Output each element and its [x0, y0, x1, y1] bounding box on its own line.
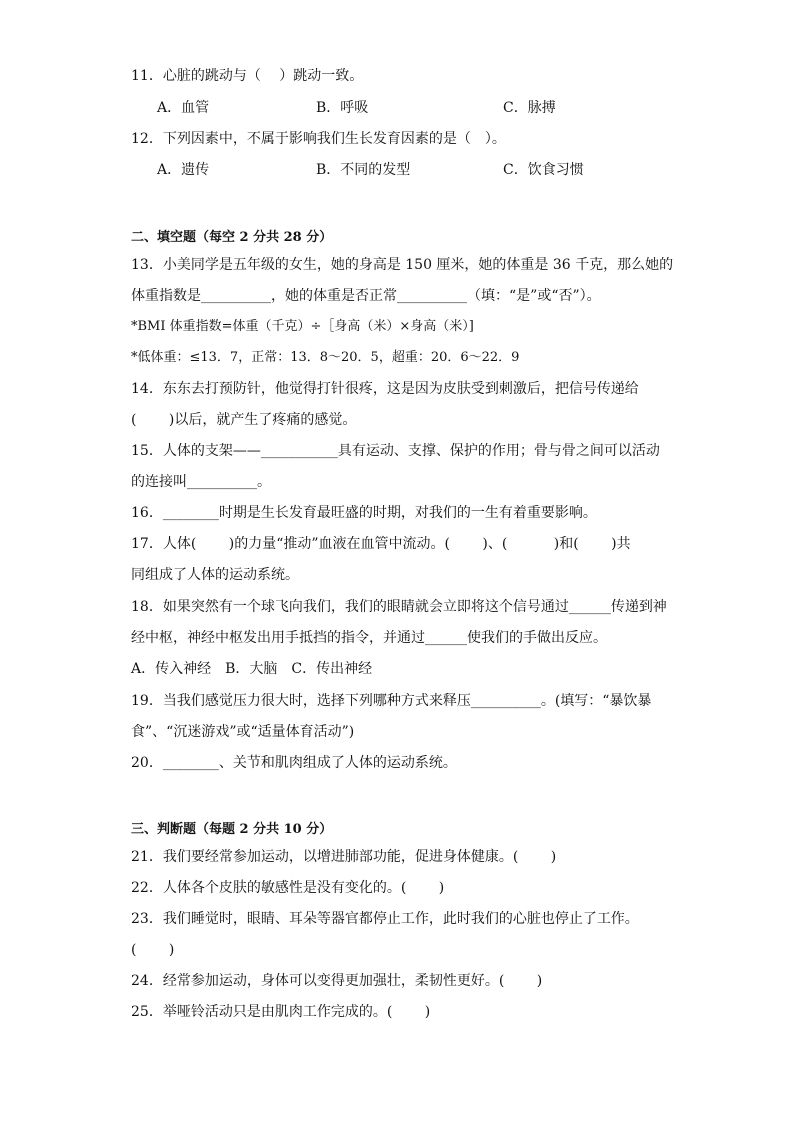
question-line: 的连接叫__________。: [131, 474, 271, 490]
question-line: 16．________时期是生长发育最旺盛的时期，对我们的一生有着重要影响。: [131, 505, 597, 521]
question-line: 15．人体的支架——___________具有运动、支撑、保护的作用；骨与骨之间可以活动: [131, 443, 660, 459]
note-line: *BMI 体重指数=体重（千克）÷［身高（米）×身高（米）]: [131, 319, 474, 334]
question-stem: 12．下列因素中，不属于影响我们生长发育因素的是（ ）。: [131, 131, 506, 147]
section-heading: 三、判断题（每题 2 分共 10 分）: [131, 822, 333, 837]
question-line: A．传入神经 B．大脑 C．传出神经: [131, 661, 373, 677]
option-c: C．脉搏: [503, 100, 556, 116]
question-line: 23．我们睡觉时，眼睛、耳朵等器官都停止工作，此时我们的心脏也停止了工作。: [131, 911, 639, 927]
question-line: 21．我们要经常参加运动，以增进肺部功能，促进身体健康。( ): [131, 849, 557, 865]
option-b: B．不同的发型: [316, 162, 411, 178]
question-line: 20．________、关节和肌肉组成了人体的运动系统。: [131, 755, 457, 771]
question-stem: 11．心脏的跳动与（ ）跳动一致。: [131, 68, 364, 84]
question-line: 22．人体各个皮肤的敏感性是没有变化的。( ): [131, 880, 445, 896]
question-line: 18．如果突然有一个球飞向我们，我们的眼睛就会立即将这个信号通过______传递到神: [131, 599, 667, 615]
question-line: ( ): [131, 942, 175, 958]
question-line: 13．小美同学是五年级的女生，她的身高是 150 厘米，她的体重是 36 千克，那么她的: [131, 257, 674, 273]
note-line: *低体重：≤13．7，正常：13．8～20．5，超重：20．6～22．9: [131, 350, 520, 365]
question-line: 19．当我们感觉压力很大时，选择下列哪种方式来释压__________。(填写：“暴饮暴: [131, 693, 652, 709]
question-line: ( )以后，就产生了疼痛的感觉。: [131, 412, 357, 428]
question-line: 24．经常参加运动，身体可以变得更加强壮，柔韧性更好。( ): [131, 973, 543, 989]
question-line: 14．东东去打预防针，他觉得打针很疼，这是因为皮肤受到刺激后，把信号传递给: [131, 381, 639, 397]
option-b: B．呼吸: [316, 100, 369, 116]
section-heading: 二、填空题（每空 2 分共 28 分）: [131, 230, 333, 245]
question-line: 25．举哑铃活动只是由肌肉工作完成的。( ): [131, 1004, 431, 1020]
question-line: 经中枢，神经中枢发出用手抵挡的指令，并通过______使我们的手做出反应。: [131, 630, 607, 646]
option-c: C．饮食习惯: [503, 162, 584, 178]
question-line: 食”、“沉迷游戏”或“适量体育活动”): [131, 724, 355, 740]
option-a: A．血管: [157, 100, 210, 116]
option-a: A．遗传: [157, 162, 210, 178]
question-line: 17．人体( )的力量“推动”血液在血管中流动。( )、( )和( )共: [131, 536, 631, 552]
question-line: 同组成了人体的运动系统。: [131, 567, 299, 583]
question-line: 体重指数是__________，她的体重是否正常__________（填：“是”或“否”）。: [131, 288, 601, 304]
